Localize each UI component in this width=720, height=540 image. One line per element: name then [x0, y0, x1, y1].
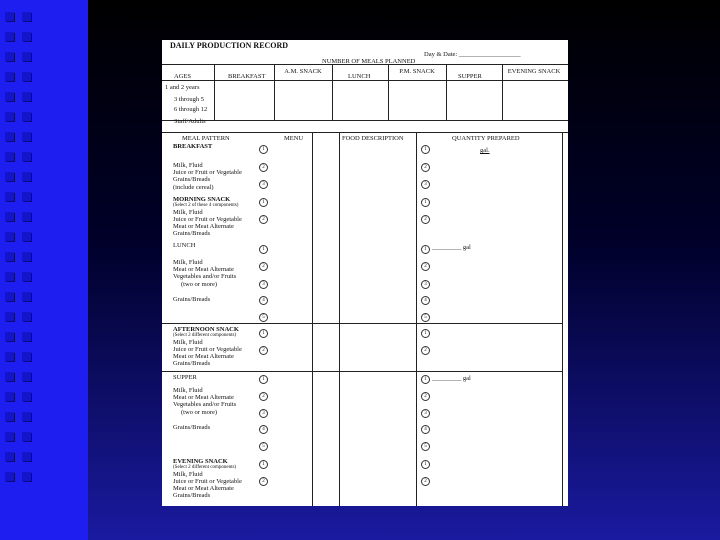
- decorative-square: [5, 12, 14, 21]
- decorative-square: [22, 352, 31, 361]
- decorative-square: [22, 272, 31, 281]
- decorative-square: [5, 132, 14, 141]
- section-title: SUPPER: [173, 374, 197, 381]
- decorative-square: [5, 332, 14, 341]
- number-circle: 2: [421, 163, 430, 172]
- pattern-item: Juice or Fruit or Vegetable: [173, 215, 242, 223]
- decorative-square: [22, 412, 31, 421]
- decorative-square: [5, 252, 14, 261]
- decorative-square: [22, 372, 31, 381]
- decorative-square: [5, 412, 14, 421]
- pattern-item: Vegetables and/or Fruits: [173, 273, 237, 281]
- number-circle: 1: [421, 245, 430, 254]
- age-row-3-5: 3 through 5: [174, 96, 204, 103]
- decorative-square: [22, 32, 31, 41]
- section-title: AFTERNOON SNACK: [173, 326, 239, 333]
- section-breakfast: [173, 143, 323, 191]
- number-circle: 2: [421, 215, 430, 224]
- decorative-square: [5, 152, 14, 161]
- decorative-square: [5, 312, 14, 321]
- decorative-square: [5, 372, 14, 381]
- decorative-square: [5, 392, 14, 401]
- decorative-square: [22, 192, 31, 201]
- gal-line: _________ gal: [432, 375, 471, 382]
- col-supper: SUPPER: [458, 73, 482, 80]
- decorative-square: [22, 152, 31, 161]
- pattern-item: Grains/Breads: [173, 492, 211, 500]
- pattern-item: Milk, Fluid: [173, 387, 203, 395]
- decorative-square: [5, 92, 14, 101]
- pattern-item: Milk, Fluid: [173, 259, 203, 267]
- number-circle: 1: [421, 375, 430, 384]
- day-date-field: Day & Date: ___________________: [424, 51, 521, 58]
- number-circle: 3: [259, 280, 268, 289]
- number-circle: 4: [259, 425, 268, 434]
- pattern-item: Vegetables and/or Fruits: [173, 401, 237, 409]
- number-circle: 1: [421, 198, 430, 207]
- pattern-item: Grains/Breads: [173, 423, 211, 431]
- decorative-square: [5, 452, 14, 461]
- header-menu: MENU: [284, 135, 304, 142]
- meals-planned-heading: NUMBER OF MEALS PLANNED: [322, 58, 416, 65]
- decorative-square: [22, 312, 31, 321]
- decorative-square: [22, 392, 31, 401]
- section-lunch: [173, 242, 323, 303]
- decorative-square: [22, 252, 31, 261]
- pattern-item: Grains/Breads: [173, 176, 211, 184]
- section-morning-snack: [173, 196, 323, 237]
- number-circle: 3: [421, 409, 430, 418]
- number-circle: 1: [259, 329, 268, 338]
- header-quantity-prepared: QUANTITY PREPARED: [452, 135, 520, 142]
- decorative-square: [22, 72, 31, 81]
- section-title: BREAKFAST: [173, 143, 213, 150]
- col-breakfast: BREAKFAST: [228, 73, 266, 80]
- daily-production-record-sheet: [162, 40, 568, 506]
- section-evening-snack: [173, 458, 323, 499]
- decorative-square: [5, 72, 14, 81]
- number-circle: 3: [421, 180, 430, 189]
- gal-line: _________ gal: [432, 244, 471, 251]
- decorative-square: [22, 132, 31, 141]
- number-circle: 2: [259, 215, 268, 224]
- pattern-item: Milk, Fluid: [173, 470, 203, 478]
- number-circle: 1: [259, 245, 268, 254]
- decorative-square: [5, 52, 14, 61]
- number-circle: 2: [259, 346, 268, 355]
- number-circle: 4: [421, 296, 430, 305]
- number-circle: 2: [259, 477, 268, 486]
- section-note: (Select 2 different components): [173, 333, 237, 339]
- pattern-item: Juice or Fruit or Vegetable: [173, 477, 242, 485]
- section-title: LUNCH: [173, 242, 196, 249]
- number-circle: 3: [421, 280, 430, 289]
- number-circle: 4: [259, 296, 268, 305]
- decorative-square: [22, 452, 31, 461]
- decorative-square: [22, 432, 31, 441]
- section-title: EVENING SNACK: [173, 458, 228, 465]
- decorative-square: [5, 212, 14, 221]
- number-circle: 2: [259, 163, 268, 172]
- number-circle: 1: [421, 329, 430, 338]
- number-circle: 1: [421, 145, 430, 154]
- pattern-item: (include cereal): [173, 183, 214, 191]
- decorative-square: [5, 232, 14, 241]
- decorative-square: [5, 292, 14, 301]
- decorative-square: [5, 272, 14, 281]
- decorative-square: [5, 192, 14, 201]
- number-circle: 3: [259, 180, 268, 189]
- decorative-square: [22, 212, 31, 221]
- pattern-item: Meat or Meat Alternate: [173, 266, 234, 274]
- section-note: (Select 2 of these 4 components): [173, 203, 239, 209]
- number-circle: 1: [259, 375, 268, 384]
- section-afternoon-snack: [173, 326, 323, 367]
- col-am-snack: A.M. SNACK: [284, 68, 322, 75]
- number-circle: 5: [259, 442, 268, 451]
- col-evening-snack: EVENING SNACK: [507, 68, 561, 75]
- decorative-square: [5, 32, 14, 41]
- number-circle: 1: [259, 145, 268, 154]
- header-food-description: FOOD DESCRIPTION: [342, 135, 404, 142]
- pattern-item: Milk, Fluid: [173, 208, 203, 216]
- age-row-staff: Staff/Adults: [174, 118, 206, 125]
- pattern-item: Meat or Meat Alternate: [173, 484, 234, 492]
- decorative-square: [22, 172, 31, 181]
- col-ages: AGES: [174, 73, 191, 80]
- pattern-item: (two or more): [181, 280, 218, 288]
- age-row-6-12: 6 through 12: [174, 106, 208, 113]
- decorative-square: [22, 112, 31, 121]
- number-circle: 2: [421, 477, 430, 486]
- decorative-square: [5, 112, 14, 121]
- decorative-square: [22, 332, 31, 341]
- number-circle: 1: [421, 460, 430, 469]
- number-circle: 5: [259, 313, 268, 322]
- pattern-item: Grains/Breads: [173, 295, 211, 303]
- section-title: MORNING SNACK: [173, 196, 231, 203]
- decorative-square: [22, 232, 31, 241]
- decorative-square: [5, 472, 14, 481]
- section-note: (Select 2 different components): [173, 465, 237, 471]
- pattern-item: Juice or Fruit or Vegetable: [173, 169, 242, 177]
- age-row-1-2: 1 and 2 years: [165, 84, 200, 91]
- slide-left-strip: [0, 0, 88, 540]
- pattern-item: Grains/Breads: [173, 230, 211, 238]
- gal-label: gal.: [480, 147, 490, 154]
- col-lunch: LUNCH: [348, 73, 371, 80]
- decorative-square: [5, 172, 14, 181]
- decorative-square: [22, 472, 31, 481]
- number-circle: 2: [421, 346, 430, 355]
- pattern-item: Grains/Breads: [173, 360, 211, 368]
- number-circle: 1: [259, 460, 268, 469]
- pattern-item: (two or more): [181, 408, 218, 416]
- number-circle: 3: [259, 409, 268, 418]
- number-circle: 2: [259, 262, 268, 271]
- pattern-item: Meat or Meat Alternate: [173, 222, 234, 230]
- decorative-square: [22, 292, 31, 301]
- pattern-item: Milk, Fluid: [173, 162, 203, 170]
- number-circle: 5: [421, 442, 430, 451]
- number-circle: 2: [259, 392, 268, 401]
- number-circle: 2: [421, 392, 430, 401]
- header-meal-pattern: MEAL PATTERN: [182, 135, 230, 142]
- pattern-item: Meat or Meat Alternate: [173, 394, 234, 402]
- number-circle: 4: [421, 425, 430, 434]
- decorative-square: [22, 92, 31, 101]
- decorative-square: [5, 352, 14, 361]
- col-pm-snack: P.M. SNACK: [399, 68, 435, 75]
- number-circle: 5: [421, 313, 430, 322]
- decorative-square: [5, 432, 14, 441]
- section-supper: [173, 374, 323, 431]
- pattern-item: Milk, Fluid: [173, 338, 203, 346]
- pattern-item: Juice or Fruit or Vegetable: [173, 345, 242, 353]
- number-circle: 1: [259, 198, 268, 207]
- decorative-square: [22, 12, 31, 21]
- document-title: DAILY PRODUCTION RECORD: [170, 41, 289, 50]
- decorative-square: [22, 52, 31, 61]
- number-circle: 2: [421, 262, 430, 271]
- pattern-item: Meat or Meat Alternate: [173, 352, 234, 360]
